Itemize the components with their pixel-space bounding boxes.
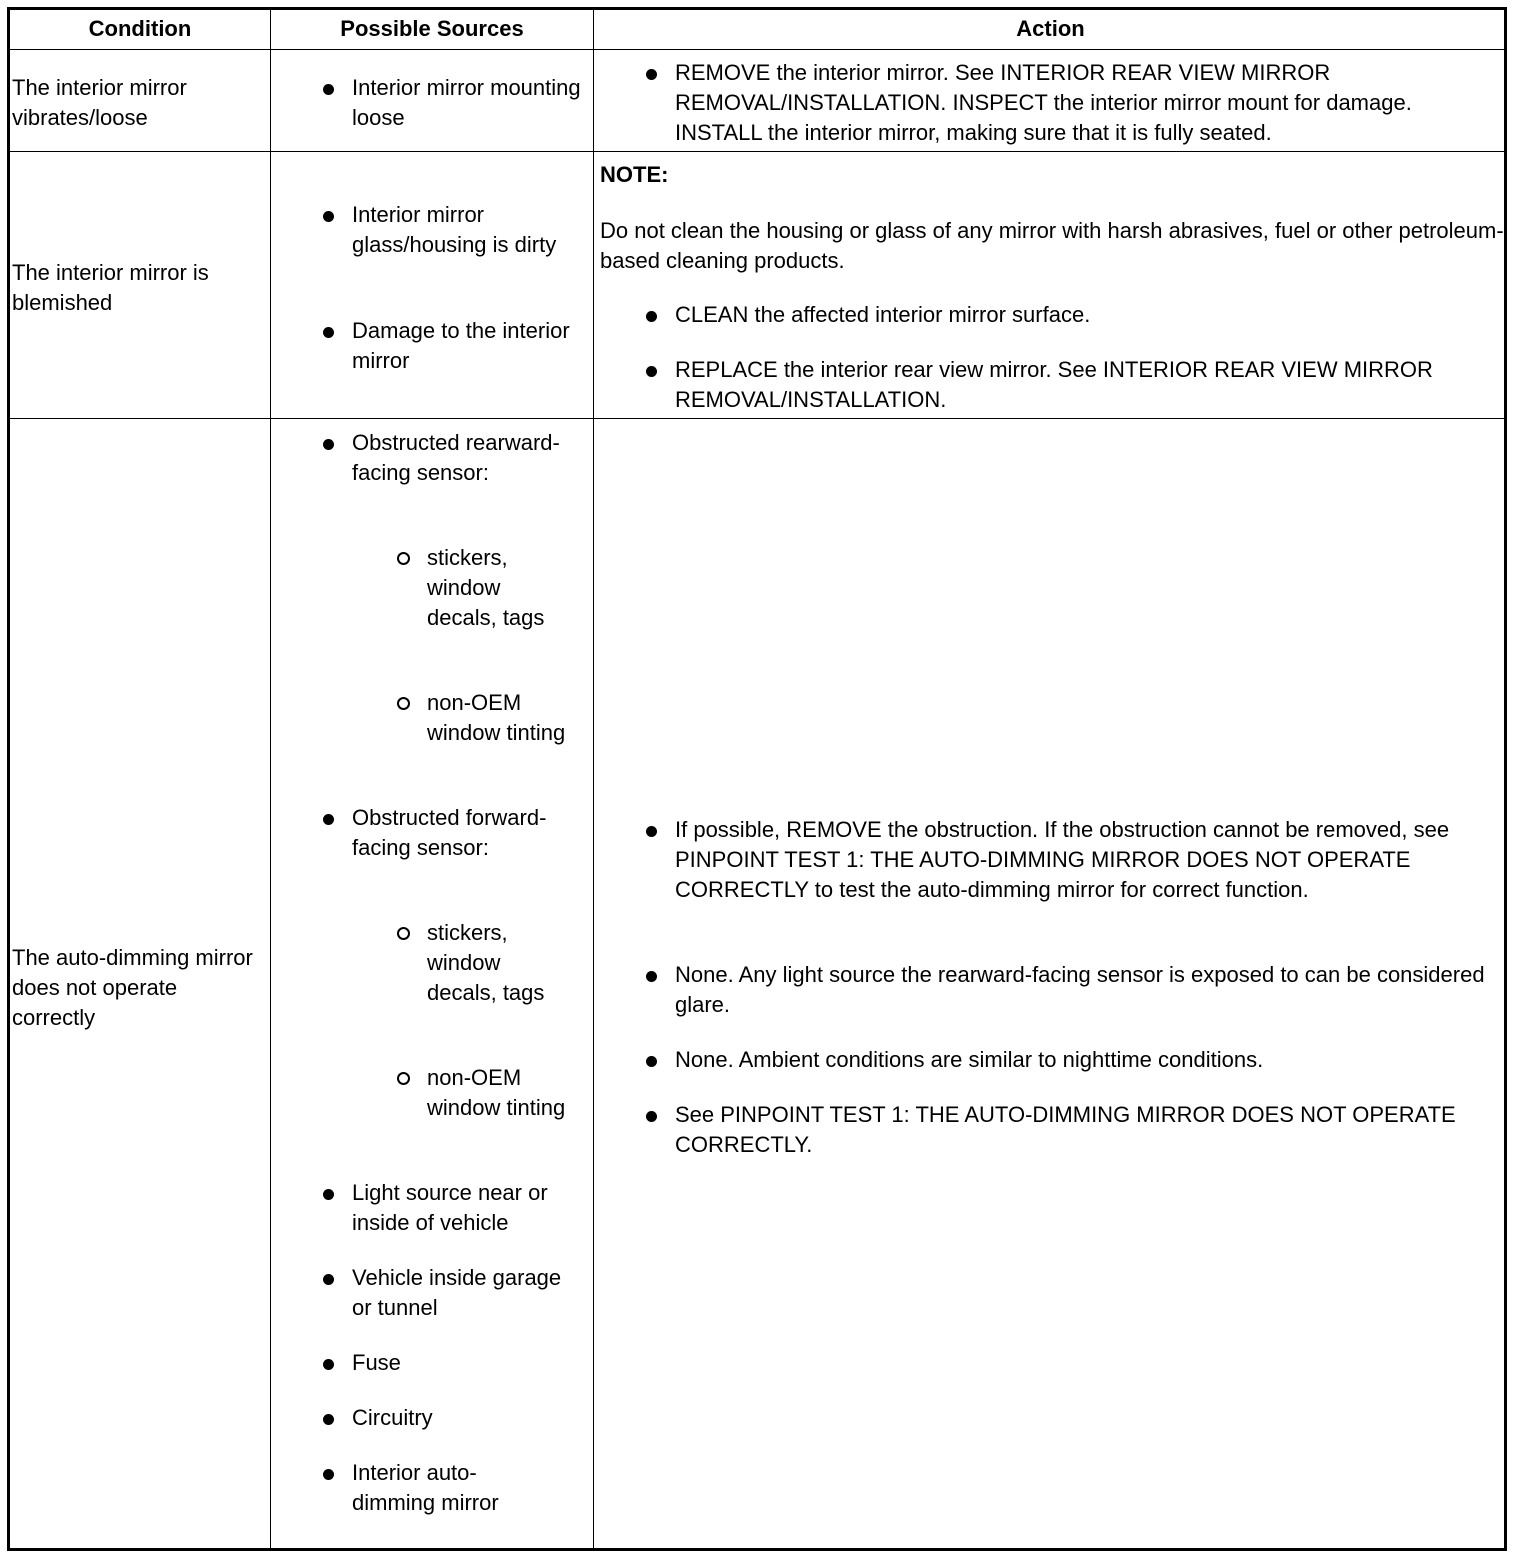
diagnostic-table [7,7,1507,1551]
bullet-icon [646,1056,657,1067]
hollow-bullet-icon [397,552,410,565]
condition-cell: The interior mirror vibrates/loose [12,75,187,130]
action-item: CLEAN the affected interior mirror surface. [675,302,1091,327]
header-action: Action [1016,16,1085,41]
bullet-icon [646,1111,657,1122]
column-divider [593,10,594,1548]
source-subitem: stickers, window decals, tags [427,920,545,1005]
row-divider [10,49,1504,50]
source-subitem: non-OEM window tinting [427,690,566,745]
bullet-icon [323,814,334,825]
column-divider [270,10,271,1548]
bullet-icon [323,84,334,95]
bullet-icon [323,1189,334,1200]
source-item: Fuse [352,1350,401,1375]
note-text: Do not clean the housing or glass of any mirror with harsh abrasives, fuel or other petroleum-based cleaning products. [600,218,1504,273]
action-item: None. Any light source the rearward-facing sensor is exposed to can be considered glare. [675,962,1485,1017]
source-item: Obstructed rearward-facing sensor: [352,430,560,485]
bullet-icon [323,1414,334,1425]
condition-cell: The interior mirror is blemished [12,260,209,315]
source-item: Interior auto-dimming mirror [352,1460,499,1515]
bullet-icon [323,439,334,450]
bullet-icon [646,69,657,80]
condition-cell: The auto-dimming mirror does not operate correctly [12,945,253,1030]
bullet-icon [323,1274,334,1285]
source-item: Circuitry [352,1405,433,1430]
hollow-bullet-icon [397,1072,410,1085]
source-subitem: stickers, window decals, tags [427,545,545,630]
action-item: If possible, REMOVE the obstruction. If the obstruction cannot be removed, see PINPOINT TEST 1: THE AUTO-DIMMING MIRROR DOES NOT OPERATE CORRECTLY to test the auto-dimming mirror for correct function. [675,817,1450,902]
header-condition: Condition [88,16,192,41]
note-label: NOTE: [600,162,669,187]
action-item: See PINPOINT TEST 1: THE AUTO-DIMMING MIRROR DOES NOT OPERATE CORRECTLY. [675,1102,1456,1157]
bullet-icon [646,311,657,322]
hollow-bullet-icon [397,697,410,710]
action-item: REMOVE the interior mirror. See INTERIOR REAR VIEW MIRROR REMOVAL/INSTALLATION. INSPECT the interior mirror mount for damage. INSTALL the interior mirror, making sure that it is fully seated. [675,60,1412,145]
row-divider [10,418,1504,419]
source-item: Vehicle inside garage or tunnel [352,1265,562,1320]
source-item: Interior mirror mounting loose [352,75,581,130]
source-item: Obstructed forward-facing sensor: [352,805,547,860]
bullet-icon [646,826,657,837]
header-possible-sources: Possible Sources [340,16,524,41]
source-subitem: non-OEM window tinting [427,1065,566,1120]
hollow-bullet-icon [397,927,410,940]
source-item: Light source near or inside of vehicle [352,1180,548,1235]
bullet-icon [323,1359,334,1370]
row-divider [10,151,1504,152]
bullet-icon [323,211,334,222]
source-item: Interior mirror glass/housing is dirty [352,202,557,257]
action-item: REPLACE the interior rear view mirror. See INTERIOR REAR VIEW MIRROR REMOVAL/INSTALLATION. [675,357,1433,412]
bullet-icon [323,327,334,338]
source-item: Damage to the interior mirror [352,318,570,373]
bullet-icon [646,366,657,377]
bullet-icon [323,1469,334,1480]
action-item: None. Ambient conditions are similar to nighttime conditions. [675,1047,1264,1072]
bullet-icon [646,971,657,982]
